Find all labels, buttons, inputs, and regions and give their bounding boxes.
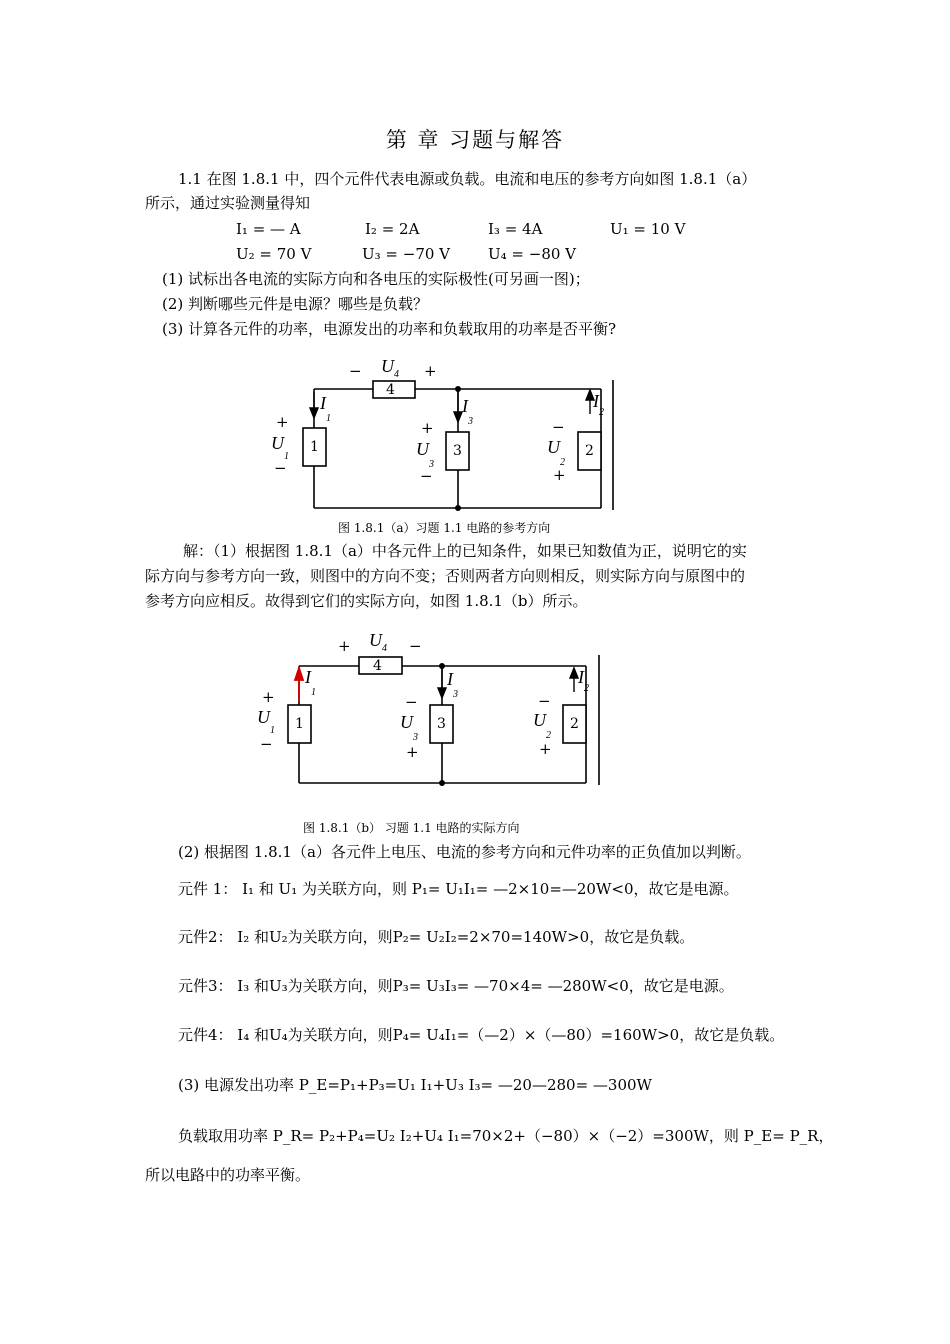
solution-line-2: 际方向与参考方向一致，则图中的方向不变；否则两者方向则相反，则实际方向与原图中的	[145, 567, 746, 585]
i3-label-a: $I_3$	[462, 396, 473, 427]
u3-label-a: $U_3$	[416, 439, 434, 470]
box2-label-a: 2	[585, 443, 594, 459]
u3-label-b: $U_3$	[400, 712, 418, 743]
i3-label-b: $I_3$	[447, 669, 458, 700]
u2-minus-b: −	[538, 692, 551, 710]
element-1-analysis: 元件 1： I₁ 和 U₁ 为关联方向，则 P₁= U₁I₁= —2×10=—20W<0，故它是电源。	[178, 880, 739, 898]
box3-label-a: 3	[453, 443, 462, 459]
solution-line-3: 参考方向应相反。故得到它们的实际方向，如图 1.8.1（b）所示。	[145, 592, 588, 610]
box2-label-b: 2	[570, 716, 579, 732]
u2-plus-b: +	[539, 740, 552, 758]
u4-minus-b: −	[409, 637, 422, 655]
question-3: (3) 计算各元件的功率，电源发出的功率和负载取用的功率是否平衡?	[162, 320, 617, 338]
u2-plus-a: +	[553, 466, 566, 484]
i1-label-a: $I_1$	[320, 393, 331, 424]
part3-load-power: 负载取用功率 P_R= P₂+P₄=U₂ I₂+U₄ I₁=70×2+（−80）×（−2）=300W，则 P_E= P_R，	[178, 1127, 834, 1145]
i2-label-a: $I_2$	[593, 391, 604, 418]
u4-minus-a: −	[349, 362, 362, 380]
part3-source-power: (3) 电源发出功率 P_E=P₁+P₃=U₁ I₁+U₃ I₃= —20—280= —300W	[178, 1076, 652, 1094]
u4-label-b: $U_4$	[369, 630, 387, 654]
page-title: 第 章 习题与解答	[385, 128, 565, 152]
u1-label-b: $U_1$	[257, 707, 275, 736]
figure-b-caption: 图 1.8.1（b） 习题 1.1 电路的实际方向	[303, 821, 520, 835]
u1-plus-b: +	[262, 688, 275, 706]
known-u2: U₂ = 70 V	[236, 245, 312, 263]
u2-label-a: $U_2$	[547, 437, 565, 468]
element-3-analysis: 元件3： I₃ 和U₃为关联方向，则P₃= U₃I₃= —70×4= —280W<0，故它是电源。	[178, 977, 734, 995]
part2-heading: (2) 根据图 1.8.1（a）各元件上电压、电流的参考方向和元件功率的正负值加以判断。	[178, 843, 751, 861]
u2-label-b: $U_2$	[533, 710, 551, 741]
u1-minus-a: −	[274, 459, 287, 477]
solution-line-1: 解：（1）根据图 1.8.1（a）中各元件上的已知条件，如果已知数值为正，说明它的实	[183, 542, 747, 560]
u1-minus-b: −	[260, 735, 273, 753]
u4-plus-a: +	[424, 362, 437, 380]
box3-label-b: 3	[437, 716, 446, 732]
known-u4: U₄ = −80 V	[488, 245, 577, 263]
u3-minus-b: −	[405, 693, 418, 711]
u3-plus-a: +	[421, 419, 434, 437]
u4-plus-b: +	[338, 637, 351, 655]
u2-minus-a: −	[552, 418, 565, 436]
u3-plus-b: +	[406, 743, 419, 761]
figure-a-caption: 图 1.8.1（a）习题 1.1 电路的参考方向	[338, 521, 551, 535]
element-4-analysis: 元件4： I₄ 和U₄为关联方向，则P₄= U₄I₁=（—2）×（—80）=160W>0，故它是负载。	[178, 1026, 785, 1044]
part3-conclusion: 所以电路中的功率平衡。	[145, 1166, 311, 1184]
u3-minus-a: −	[420, 467, 433, 485]
box1-label-b: 1	[295, 716, 304, 732]
known-i3: I₃ = 4A	[488, 220, 543, 238]
i1-label-b: $I_1$	[305, 667, 316, 698]
intro-line-1: 1.1 在图 1.8.1 中，四个元件代表电源或负载。电流和电压的参考方向如图 1.8.1（a）	[178, 170, 757, 188]
question-2: (2) 判断哪些元件是电源？哪些是负载？	[162, 295, 429, 313]
known-u1: U₁ = 10 V	[610, 220, 686, 238]
box4-label-b: 4	[373, 658, 382, 674]
known-i2: I₂ = 2A	[365, 220, 420, 238]
intro-line-2: 所示，通过实验测量得知	[145, 194, 311, 212]
u1-label-a: $U_1$	[271, 433, 289, 462]
i2-label-b: $I_2$	[578, 667, 589, 694]
known-i1: I₁ = — A	[236, 220, 301, 238]
box4-label-a: 4	[386, 382, 395, 398]
u4-label-a: $U_4$	[381, 356, 399, 380]
known-u3: U₃ = −70 V	[362, 245, 451, 263]
question-1: (1) 试标出各电流的实际方向和各电压的实际极性(可另画一图)；	[162, 270, 590, 288]
box1-label-a: 1	[310, 439, 319, 455]
u1-plus-a: +	[276, 413, 289, 431]
element-2-analysis: 元件2： I₂ 和U₂为关联方向，则P₂= U₂I₂=2×70=140W>0，故它是负载。	[178, 928, 695, 946]
